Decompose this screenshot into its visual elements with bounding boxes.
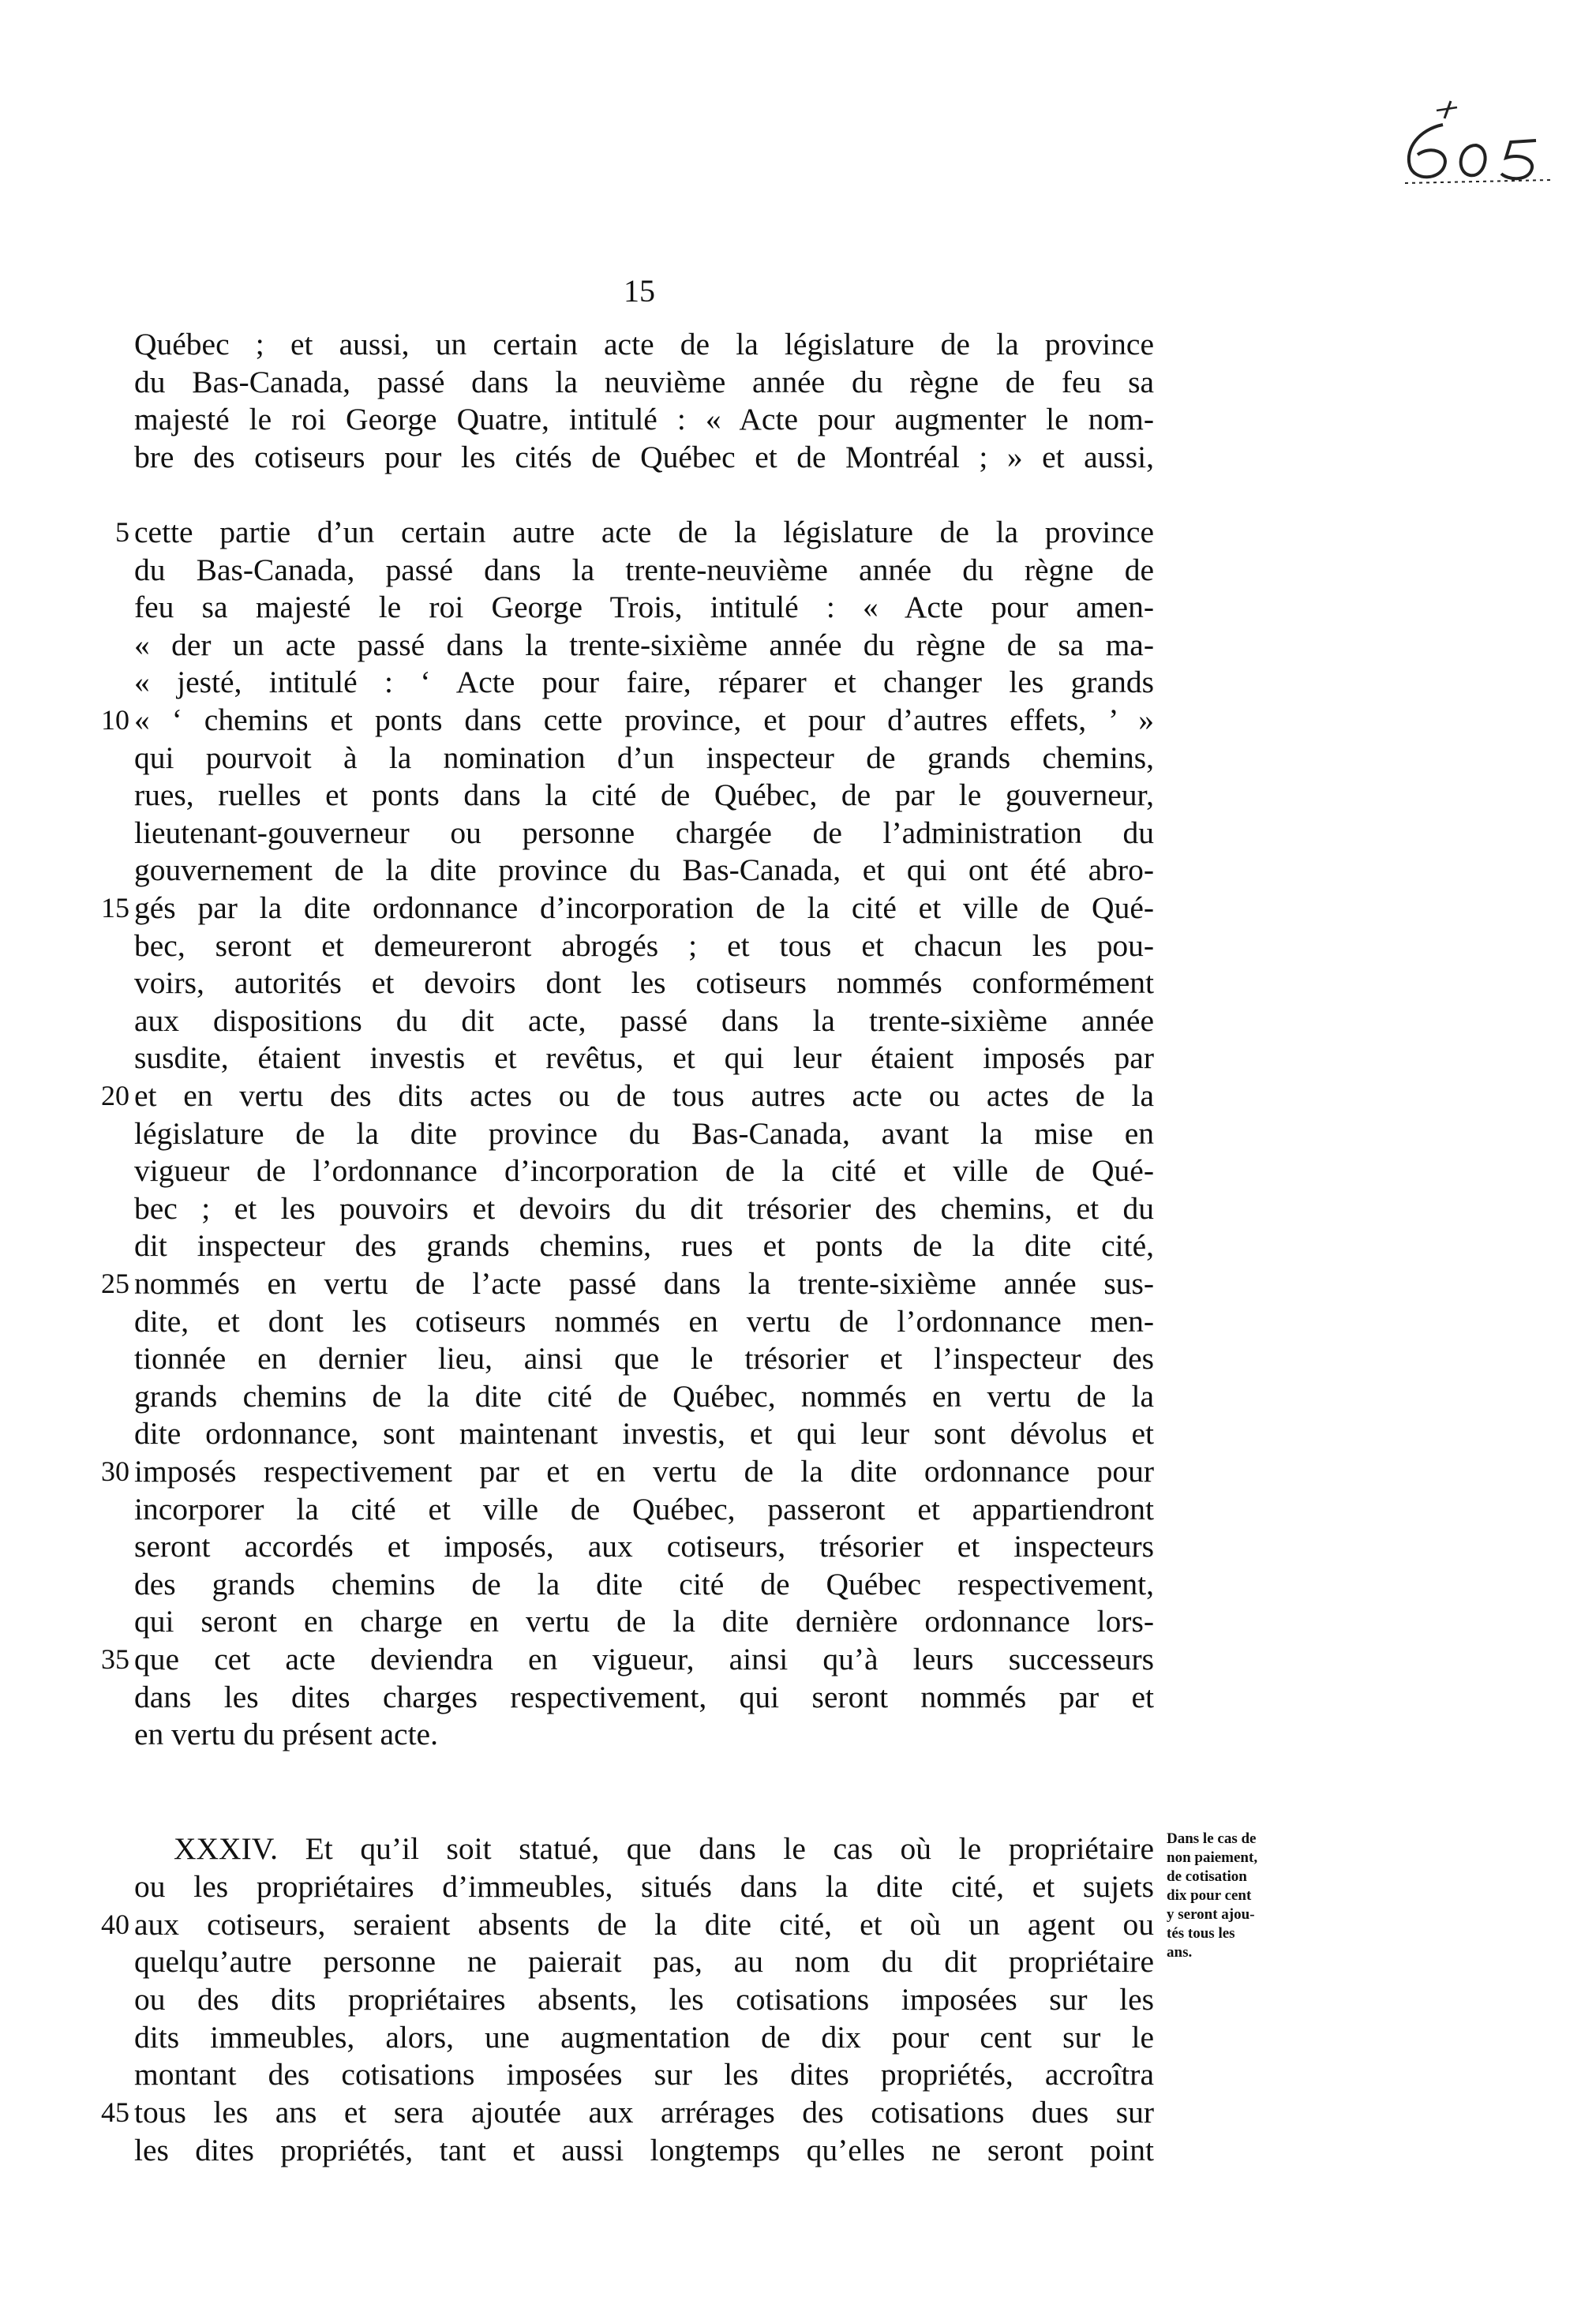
- line-number: 5: [115, 516, 129, 548]
- text-line: aux cotiseurs, seraient absents de la dite cité, et où un agent ou: [134, 1907, 1154, 1942]
- line-number: 35: [101, 1643, 129, 1675]
- text-line: bre des cotiseurs pour les cités de Québec et de Montréal ; » et aussi,: [134, 440, 1154, 474]
- text-line: dite, et dont les cotiseurs nommés en vertu de l’ordonnance men-: [134, 1304, 1154, 1339]
- page-number: 15: [624, 273, 655, 309]
- line-number: 20: [101, 1080, 129, 1111]
- text-line: quelqu’autre personne ne paierait pas, au nom du dit propriétaire: [134, 1944, 1154, 1979]
- text-line: bec ; et les pouvoirs et devoirs du dit trésorier des chemins, et du: [134, 1191, 1154, 1226]
- text-line: tous les ans et sera ajoutée aux arrérages des cotisations dues sur: [134, 2095, 1154, 2130]
- margin-note-line: tés tous les: [1167, 1925, 1235, 1942]
- text-line: seront accordés et imposés, aux cotiseurs, trésorier et inspecteurs: [134, 1529, 1154, 1564]
- text-line: dans les dites charges respectivement, qui seront nommés par et: [134, 1680, 1154, 1714]
- text-line: les dites propriétés, tant et aussi longtemps qu’elles ne seront point: [134, 2133, 1154, 2167]
- margin-note-line: de cotisation: [1167, 1868, 1247, 1885]
- text-line: susdite, étaient investis et revêtus, et qui leur étaient imposés par: [134, 1040, 1154, 1075]
- text-line: aux dispositions du dit acte, passé dans la trente-sixième année: [134, 1003, 1154, 1038]
- margin-note-line: y seront ajou-: [1167, 1906, 1255, 1923]
- text-line: et en vertu des dits actes ou de tous autres acte ou actes de la: [134, 1078, 1154, 1113]
- text-line: tionnée en dernier lieu, ainsi que le trésorier et l’inspecteur des: [134, 1341, 1154, 1376]
- text-line: du Bas-Canada, passé dans la trente-neuvième année du règne de: [134, 553, 1154, 587]
- handwritten-folio-drawing: [1381, 93, 1563, 188]
- text-line: grands chemins de la dite cité de Québec, nommés en vertu de la: [134, 1379, 1154, 1414]
- text-line: que cet acte deviendra en vigueur, ainsi qu’à leurs successeurs: [134, 1642, 1154, 1676]
- text-line: montant des cotisations imposées sur les dites propriétés, accroîtra: [134, 2057, 1154, 2092]
- text-line: « ‘ chemins et ponts dans cette province, et pour d’autres effets, ’ »: [134, 702, 1154, 737]
- margin-note-line: non paiement,: [1167, 1849, 1258, 1866]
- text-line: ou des dits propriétaires absents, les cotisations imposées sur les: [134, 1982, 1154, 2017]
- text-line: bec, seront et demeureront abrogés ; et tous et chacun les pou-: [134, 928, 1154, 963]
- line-number: 15: [101, 892, 129, 923]
- margin-note-line: ans.: [1167, 1944, 1193, 1961]
- text-line: dits immeubles, alors, une augmentation de dix pour cent sur le: [134, 2020, 1154, 2055]
- text-line: législature de la dite province du Bas-Canada, avant la mise en: [134, 1116, 1154, 1151]
- text-line: vigueur de l’ordonnance d’incorporation de la cité et ville de Qué-: [134, 1153, 1154, 1188]
- handwritten-folio-number: [1381, 93, 1563, 188]
- text-line: en vertu du présent acte.: [134, 1717, 438, 1751]
- text-line: nommés en vertu de l’acte passé dans la trente-sixième année sus-: [134, 1266, 1154, 1301]
- text-line: cette partie d’un certain autre acte de la législature de la province: [134, 515, 1154, 549]
- text-line: qui pourvoit à la nomination d’un inspecteur de grands chemins,: [134, 740, 1154, 775]
- text-line: qui seront en charge en vertu de la dite dernière ordonnance lors-: [134, 1604, 1154, 1639]
- line-number: 30: [101, 1455, 129, 1487]
- line-number: 40: [101, 1909, 129, 1940]
- section-heading-line: XXXIV. Et qu’il soit statué, que dans le cas où le propriétaire: [174, 1831, 1154, 1866]
- text-line: dite ordonnance, sont maintenant investis, et qui leur sont dévolus et: [134, 1416, 1154, 1451]
- line-number: 25: [101, 1268, 129, 1299]
- text-line: Québec ; et aussi, un certain acte de la législature de la province: [134, 327, 1154, 362]
- text-line: majesté le roi George Quatre, intitulé : « Acte pour augmenter le nom-: [134, 402, 1154, 436]
- margin-note: [1167, 1830, 1324, 1962]
- text-line: feu sa majesté le roi George Trois, intitulé : « Acte pour amen-: [134, 590, 1154, 624]
- margin-note-line: Dans le cas de: [1167, 1830, 1257, 1847]
- text-line: ou les propriétaires d’immeubles, situés dans la dite cité, et sujets: [134, 1869, 1154, 1904]
- text-line: des grands chemins de la dite cité de Québec respectivement,: [134, 1567, 1154, 1602]
- text-line: dit inspecteur des grands chemins, rues et ponts de la dite cité,: [134, 1228, 1154, 1263]
- line-number: 10: [101, 704, 129, 736]
- text-line: « der un acte passé dans la trente-sixième année du règne de sa ma-: [134, 628, 1154, 662]
- text-line: gés par la dite ordonnance d’incorporation de la cité et ville de Qué-: [134, 890, 1154, 925]
- text-line: imposés respectivement par et en vertu de la dite ordonnance pour: [134, 1454, 1154, 1489]
- line-number: 45: [101, 2096, 129, 2128]
- margin-note-line: dix pour cent: [1167, 1887, 1252, 1904]
- text-line: incorporer la cité et ville de Québec, passeront et appartiendront: [134, 1492, 1154, 1527]
- text-line: lieutenant-gouverneur ou personne chargée de l’administration du: [134, 815, 1154, 850]
- text-line: du Bas-Canada, passé dans la neuvième année du règne de feu sa: [134, 365, 1154, 399]
- text-line: « jesté, intitulé : ‘ Acte pour faire, réparer et changer les grands: [134, 665, 1154, 699]
- text-line: voirs, autorités et devoirs dont les cotiseurs nommés conformément: [134, 965, 1154, 1000]
- text-line: rues, ruelles et ponts dans la cité de Québec, de par le gouverneur,: [134, 777, 1154, 812]
- text-line: gouvernement de la dite province du Bas-Canada, et qui ont été abro-: [134, 852, 1154, 887]
